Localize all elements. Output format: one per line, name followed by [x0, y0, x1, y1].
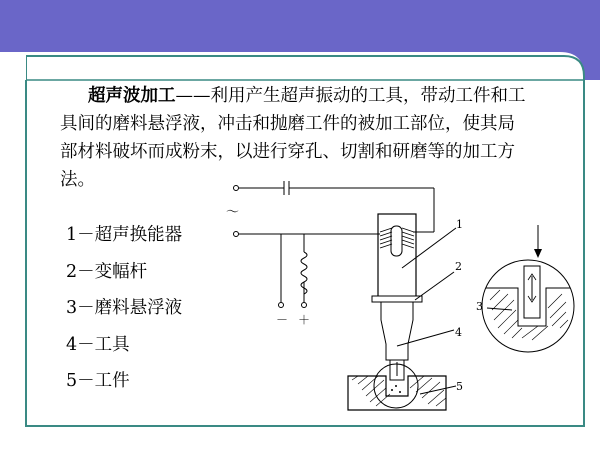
legend-item-transducer: 1－超声换能器: [66, 225, 183, 245]
term-ultrasonic-machining: 超声波加工: [88, 86, 176, 106]
ac-symbol: ～: [226, 205, 240, 220]
horn: [381, 302, 413, 360]
callout-5: 5: [456, 380, 463, 393]
terminal-minus: [279, 303, 284, 308]
legend-item-abrasive-slurry: 3－磨料悬浮液: [66, 298, 183, 318]
legend-item-tool: 4－工具: [66, 334, 130, 355]
abrasive-particles: [391, 385, 401, 393]
workpiece: [348, 376, 446, 410]
callout-3: 3: [476, 300, 483, 313]
definition-text: ——利用产生超声振动的工具，带动工件和工具间的磨料悬浮液，冲击和抛磨工件的被加工部位，使其局部材料破坏而成粉末，以进行穿孔、切割和研磨等的加工方法。: [60, 86, 526, 190]
callout-4: 4: [455, 326, 462, 339]
callout-1: 1: [456, 218, 463, 231]
horn-flange: [372, 296, 422, 302]
transducer-slot: [391, 226, 402, 256]
terminal-plus: [302, 303, 307, 308]
minus-label: －: [276, 313, 289, 327]
terminal-top: [234, 186, 239, 191]
legend-item-horn: 2－变幅杆: [66, 261, 148, 282]
legend-item-workpiece: 5－工件: [66, 371, 130, 391]
callout-2: 2: [455, 260, 462, 273]
terminal-bottom: [234, 232, 239, 237]
plus-label: ＋: [298, 313, 311, 327]
